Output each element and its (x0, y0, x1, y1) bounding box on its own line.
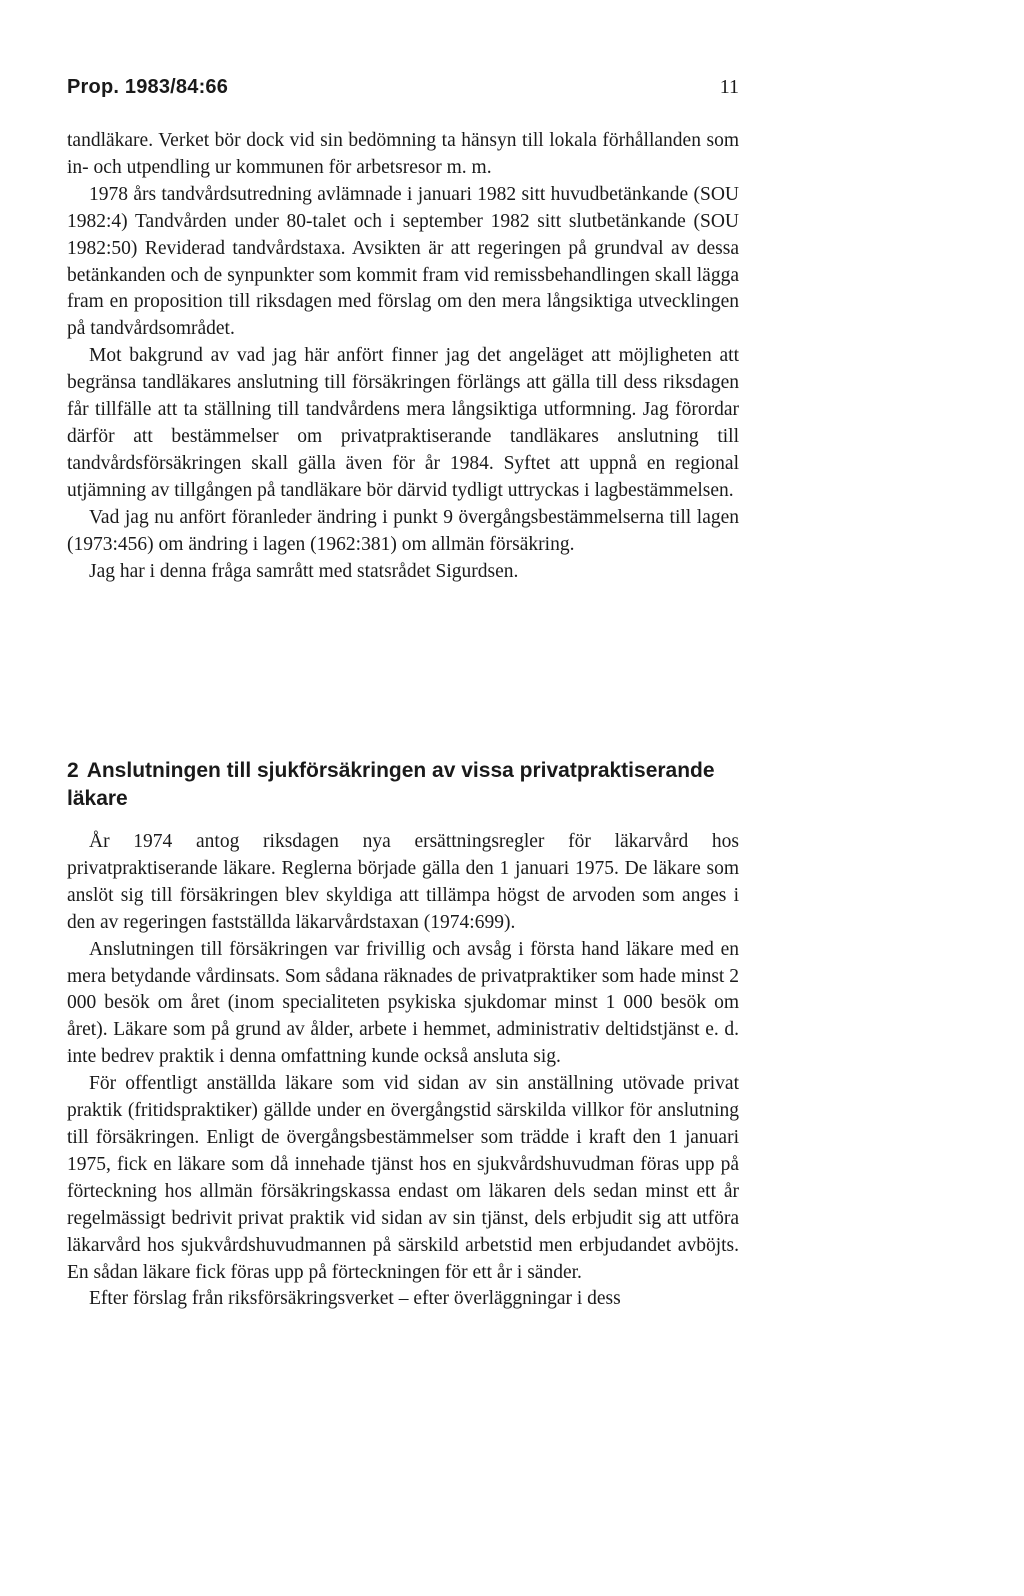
section-title: Anslutningen till sjukförsäkringen av vissa privatpraktiserande läkare (67, 759, 715, 810)
paragraph: Mot bakgrund av vad jag här anfört finner jag det angeläget att möjligheten att begränsa tandläkares anslutning till försäkringen förlängs att gälla till dess riksdagen får tillfälle att ta ställning till tandvårdens mera långsiktiga utformning. Jag förordar därför att bestämmelser om privatpraktiserande tandläkares anslutning till tandvårdsförsäkringen skall gälla även för år 1984. Syftet att uppnå en regional utjämning av tillgången på tandläkare bör därvid tydligt uttryckas i lagbestämmelsen. (67, 345, 739, 501)
page-number: 11 (719, 76, 739, 98)
paragraph: Jag har i denna fråga samrått med statsrådet Sigurdsen. (89, 560, 519, 582)
paragraph: Efter förslag från riksförsäkringsverket – efter överläggningar i dess (89, 1288, 621, 1310)
page-header (67, 72, 739, 102)
section-heading (67, 757, 739, 813)
paragraph: tandläkare. Verket bör dock vid sin bedömning ta hänsyn till lokala förhållanden som in- och utpendling ur kommunen för arbetsresor m. m. (67, 130, 739, 178)
paragraph: Anslutningen till försäkringen var frivillig och avsåg i första hand läkare med en mera betydande vårdinsats. Som sådana räknades de privatpraktiker som hade minst 2 000 besök om året (inom specialiteten psykiska sjukdomar minst 1 000 besök om året). Läkare som på grund av ålder, arbete i hemmet, administrativ deltidstjänst e. d. inte bedrev praktik i denna omfattning kunde också ansluta sig. (67, 938, 739, 1068)
section-number: 2 (67, 759, 79, 782)
paragraph: År 1974 antog riksdagen nya ersättningsregler för läkarvård hos privatpraktiserande läkare. Reglerna började gälla den 1 januari 1975. De läkare som anslöt sig till försäkringen blev skyldiga att tillämpa högst de arvoden som anges i den av regeringen fastställda läkarvårdstaxan (1974:699). (67, 831, 739, 933)
body-text-section (67, 829, 739, 1313)
body-text-top (67, 128, 739, 585)
paragraph: 1978 års tandvårdsutredning avlämnade i januari 1982 sitt huvudbetänkande (SOU 1982:4) Tandvården under 80-talet och i september 1982 sitt slutbetänkande (SOU 1982:50) Reviderad tandvårdstaxa. Avsikten är att regeringen på grundval av dessa betänkanden och de synpunkter som kommit fram vid remissbehandlingen skall lägga fram en proposition till riksdagen med förslag om den mera långsiktiga utvecklingen på tandvårdsområdet. (67, 183, 739, 340)
paragraph: Vad jag nu anfört föranleder ändring i punkt 9 övergångsbestämmelserna till lagen (1973:456) om ändring i lagen (1962:381) om allmän försäkring. (67, 506, 739, 555)
paragraph: För offentligt anställda läkare som vid sidan av sin anställning utövade privat praktik (fritidspraktiker) gällde under en övergångstid särskilda villkor för anslutning till försäkringen. Enligt de övergångsbestämmelser som trädde i kraft den 1 januari 1975, fick en läkare som då innehade tjänst hos en sjukvårdshuvudman föras upp på förteckning hos allmän försäkringskassa endast om läkaren dels sedan minst ett år regelmässigt bedrivit privat praktik vid sidan av sin tjänst, dels erbjudit sig att utföra läkarvård hos sjukvårdshuvudmannen på särskild arbetstid men erbjudandet avböjts. En sådan läkare fick föras upp på förteckningen för ett år i sänder. (67, 1073, 739, 1283)
document-reference: Prop. 1983/84:66 (67, 76, 229, 98)
